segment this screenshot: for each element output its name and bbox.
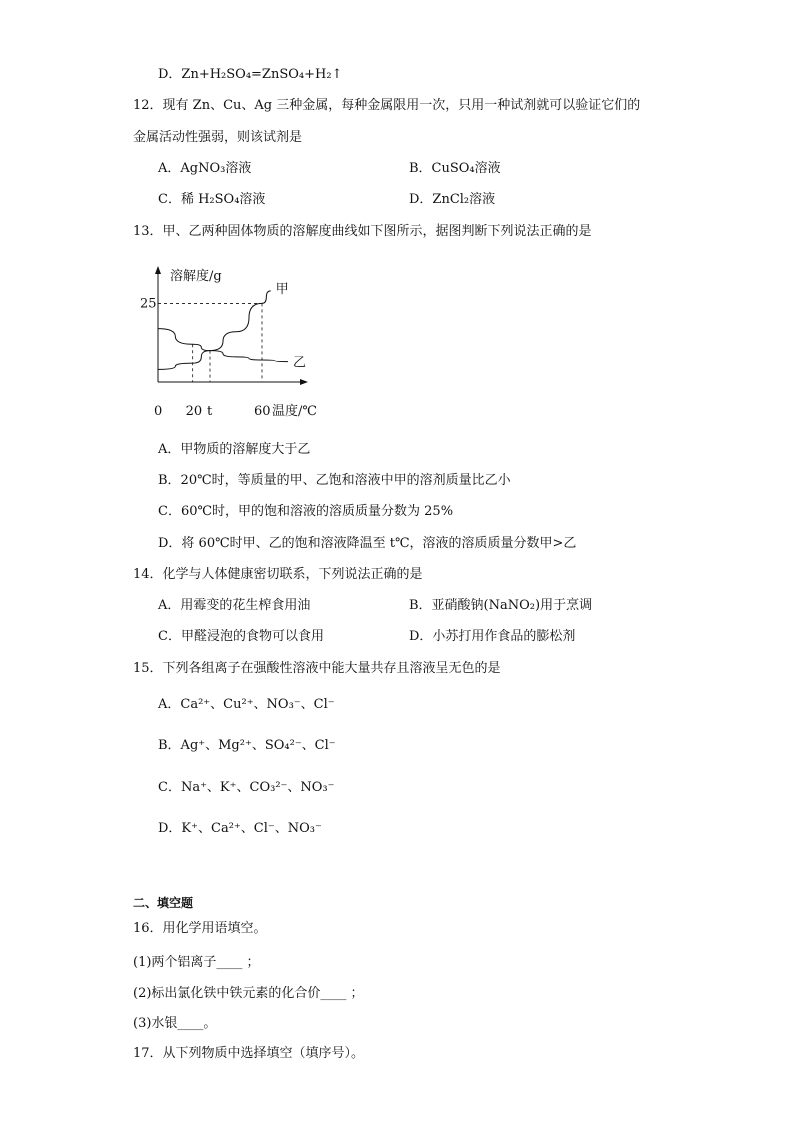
question-15-option-a: A．Ca²⁺、Cu²⁺、NO₃⁻、Cl⁻ [158,697,335,712]
series-line-yi [158,329,288,362]
x-tick-60: 60 [254,404,271,419]
question-13-option-a: A．甲物质的溶解度大于乙 [158,442,311,457]
question-16-part-3: (3)水银____。 [133,1016,217,1031]
series-label-yi: 乙 [293,355,307,371]
chart-series [158,291,288,370]
question-13-option-c: C．60℃时，甲的饱和溶液的溶质质量分数为 25% [158,504,454,519]
y-axis-arrow [155,266,161,274]
series-line-jia [158,291,271,370]
question-15-option-b: B．Ag⁺、Mg²⁺、SO₄²⁻、Cl⁻ [158,738,336,753]
question-12-option-a: A．AgNO₃溶液 [158,161,252,176]
question-14-option-c: C．甲醛浸泡的食物可以食用 [158,629,324,644]
question-11-option-d: D．Zn+H₂SO₄=ZnSO₄+H₂↑ [158,67,343,82]
x-axis-label: 温度/℃ [272,404,317,419]
y-tick-25: 25 [140,296,157,312]
question-12-stem-line1: 12．现有 Zn、Cu、Ag 三种金属，每种金属限用一次，只用一种试剂就可以验证它们的 [133,98,641,113]
question-13-stem: 13．甲、乙两种固体物质的溶解度曲线如下图所示，据图判断下列说法正确的是 [133,224,592,239]
chart-reference-lines [158,303,262,382]
question-12-option-d: D．ZnCl₂溶液 [409,192,496,207]
question-14-option-d: D．小苏打用作食品的膨松剂 [409,629,576,644]
question-13-option-b: B．20℃时，等质量的甲、乙饱和溶液中甲的溶剂质量比乙小 [158,473,511,488]
question-14-stem: 14．化学与人体健康密切联系，下列说法正确的是 [133,567,423,582]
solubility-chart-svg [140,262,317,427]
question-16-part-2: (2)标出氯化铁中铁元素的化合价____ ； [133,986,364,1001]
question-13-option-d: D．将 60℃时甲、乙的饱和溶液降温至 t℃，溶液的溶质质量分数甲>乙 [158,536,577,551]
x-tick-20: 20 [185,404,203,419]
x-tick-t: t [207,404,213,419]
question-15-option-d: D．K⁺、Ca²⁺、Cl⁻、NO₃⁻ [158,821,322,836]
question-16-stem: 16．用化学用语填空。 [133,921,267,936]
x-tick-0: 0 [154,404,163,419]
question-17-stem: 17．从下列物质中选择填空（填序号）。 [133,1046,365,1061]
solubility-chart [140,262,317,422]
series-label-jia: 甲 [275,281,289,297]
y-axis-label: 溶解度/g [170,269,222,284]
question-14-option-b: B．亚硝酸钠(NaNO₂)用于烹调 [409,598,593,613]
question-14-option-a: A．用霉变的花生榨食用油 [158,598,311,613]
question-12-option-c: C．稀 H₂SO₄溶液 [158,192,266,207]
x-axis-arrow [300,379,308,385]
question-15-option-c: C．Na⁺、K⁺、CO₃²⁻、NO₃⁻ [158,780,335,795]
question-12-stem-line2: 金属活动性强弱，则该试剂是 [133,130,303,145]
chart-labels [140,268,317,419]
question-16-part-1: (1)两个铝离子____ ； [133,955,260,970]
question-12-option-b: B．CuSO₄溶液 [409,161,501,176]
section-title-fill-in: 二、填空题 [133,896,194,910]
question-15-stem: 15．下列各组离子在强酸性溶液中能大量共存且溶液呈无色的是 [133,661,501,676]
